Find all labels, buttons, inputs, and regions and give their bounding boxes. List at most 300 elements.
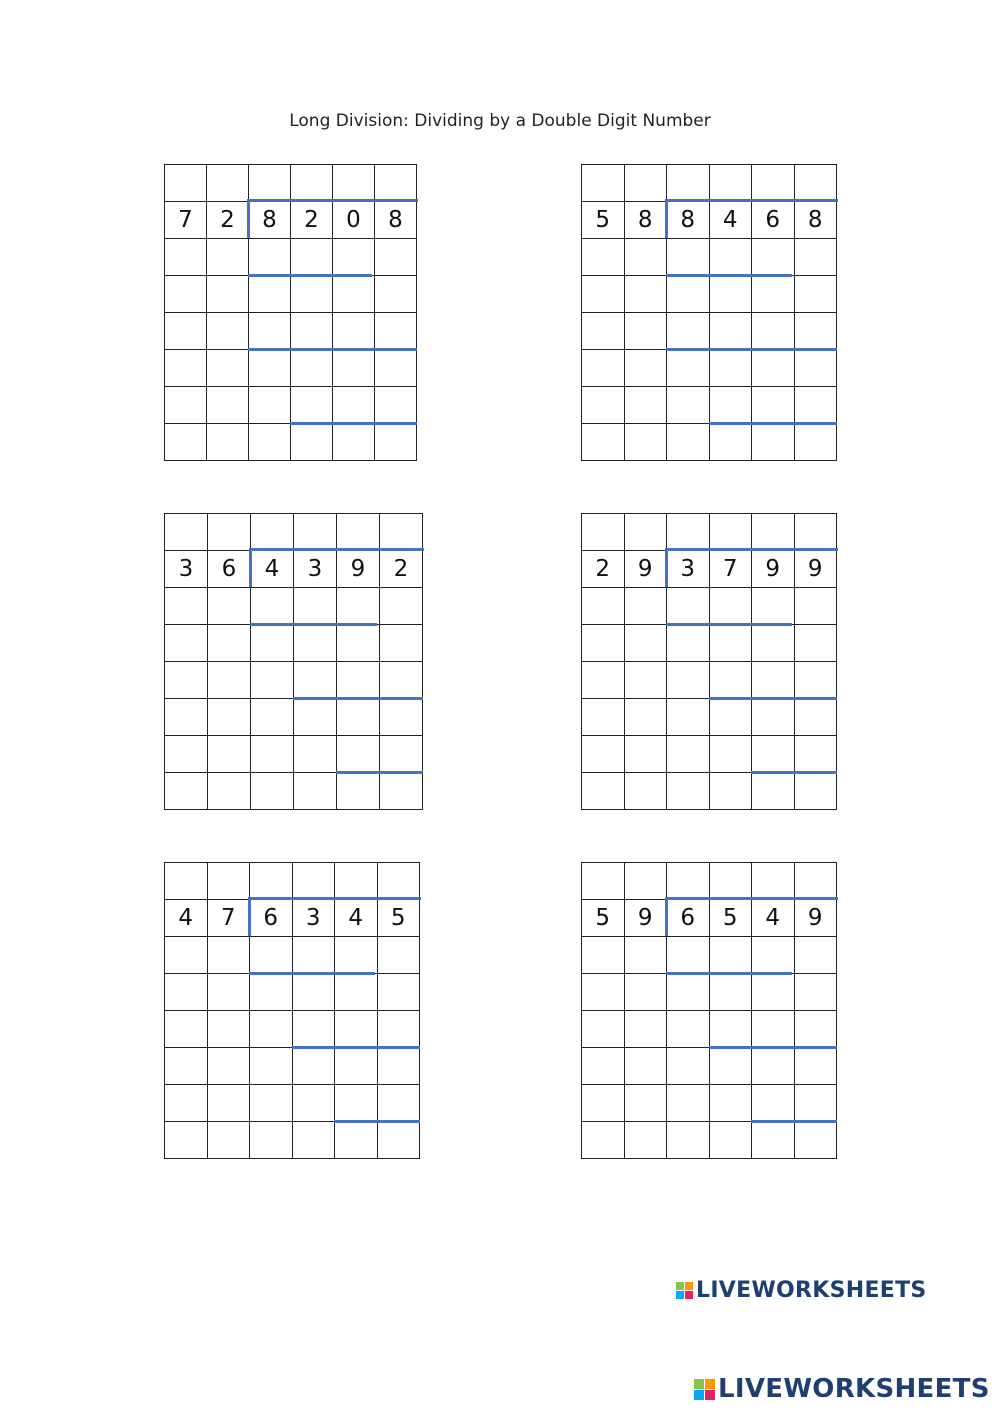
answer-cell[interactable] bbox=[165, 313, 207, 350]
answer-cell[interactable] bbox=[667, 424, 710, 461]
answer-cell[interactable] bbox=[207, 165, 249, 202]
answer-cell[interactable] bbox=[710, 387, 753, 424]
answer-cell[interactable] bbox=[795, 276, 838, 313]
dividend-digit: 6 bbox=[752, 202, 795, 239]
answer-cell[interactable] bbox=[294, 625, 337, 662]
answer-cell[interactable] bbox=[337, 514, 380, 551]
answer-cell[interactable] bbox=[582, 239, 625, 276]
answer-cell[interactable] bbox=[165, 773, 208, 810]
answer-cell[interactable] bbox=[333, 424, 375, 461]
answer-cell[interactable] bbox=[378, 1122, 421, 1159]
answer-cell[interactable] bbox=[378, 1085, 421, 1122]
answer-cell[interactable] bbox=[667, 1048, 710, 1085]
brand-name: LIVEWORKSHEETS bbox=[696, 1278, 927, 1303]
answer-cell[interactable] bbox=[795, 313, 838, 350]
division-bracket-top bbox=[248, 199, 418, 202]
answer-cell[interactable] bbox=[335, 1048, 378, 1085]
answer-cell[interactable] bbox=[375, 276, 417, 313]
answer-cell[interactable] bbox=[752, 165, 795, 202]
answer-cell[interactable] bbox=[165, 625, 208, 662]
answer-cell[interactable] bbox=[625, 276, 668, 313]
answer-cell[interactable] bbox=[165, 165, 207, 202]
answer-cell[interactable] bbox=[582, 773, 625, 810]
division-bracket-top bbox=[666, 548, 838, 551]
answer-cell[interactable] bbox=[293, 937, 336, 974]
subtraction-line bbox=[292, 1046, 421, 1049]
subtraction-line bbox=[248, 274, 372, 277]
answer-cell[interactable] bbox=[333, 313, 375, 350]
answer-cell[interactable] bbox=[752, 625, 795, 662]
answer-cell[interactable] bbox=[667, 165, 710, 202]
answer-cell[interactable] bbox=[625, 625, 668, 662]
answer-cell[interactable] bbox=[250, 937, 293, 974]
division-bracket-side bbox=[665, 548, 668, 587]
answer-cell[interactable] bbox=[710, 625, 753, 662]
answer-cell[interactable] bbox=[795, 588, 838, 625]
answer-cell[interactable] bbox=[165, 1048, 208, 1085]
answer-cell[interactable] bbox=[208, 1122, 251, 1159]
answer-cell[interactable] bbox=[208, 773, 251, 810]
answer-cell[interactable] bbox=[710, 588, 753, 625]
answer-cell[interactable] bbox=[710, 1011, 753, 1048]
answer-cell[interactable] bbox=[250, 1085, 293, 1122]
dividend-digit: 9 bbox=[752, 551, 795, 588]
answer-cell[interactable] bbox=[380, 625, 423, 662]
answer-cell[interactable] bbox=[752, 350, 795, 387]
dividend-digit: 7 bbox=[710, 551, 753, 588]
answer-cell[interactable] bbox=[249, 387, 291, 424]
answer-cell[interactable] bbox=[375, 350, 417, 387]
dividend-digit: 5 bbox=[378, 900, 421, 937]
subtraction-line bbox=[666, 348, 837, 351]
divisor-digit: 8 bbox=[625, 202, 668, 239]
dividend-digit: 4 bbox=[335, 900, 378, 937]
answer-cell[interactable] bbox=[667, 276, 710, 313]
answer-cell[interactable] bbox=[165, 1011, 208, 1048]
answer-cell[interactable] bbox=[795, 514, 838, 551]
division-grid bbox=[164, 862, 420, 1159]
answer-cell[interactable] bbox=[251, 736, 294, 773]
answer-cell[interactable] bbox=[293, 1085, 336, 1122]
answer-cell[interactable] bbox=[710, 773, 753, 810]
answer-cell[interactable] bbox=[335, 937, 378, 974]
answer-cell[interactable] bbox=[582, 625, 625, 662]
answer-cell[interactable] bbox=[251, 625, 294, 662]
answer-cell[interactable] bbox=[710, 1122, 753, 1159]
answer-cell[interactable] bbox=[710, 699, 753, 736]
answer-cell[interactable] bbox=[667, 773, 710, 810]
answer-cell[interactable] bbox=[208, 588, 251, 625]
dividend-digit: 3 bbox=[293, 900, 336, 937]
answer-cell[interactable] bbox=[667, 937, 710, 974]
answer-cell[interactable] bbox=[752, 514, 795, 551]
answer-cell[interactable] bbox=[795, 165, 838, 202]
answer-cell[interactable] bbox=[582, 350, 625, 387]
answer-cell[interactable] bbox=[582, 1085, 625, 1122]
dividend-digit: 2 bbox=[291, 202, 333, 239]
answer-cell[interactable] bbox=[337, 662, 380, 699]
division-bracket-side bbox=[247, 199, 250, 238]
answer-cell[interactable] bbox=[710, 350, 753, 387]
answer-cell[interactable] bbox=[795, 1011, 838, 1048]
answer-cell[interactable] bbox=[795, 937, 838, 974]
answer-cell[interactable] bbox=[795, 387, 838, 424]
answer-cell[interactable] bbox=[165, 387, 207, 424]
answer-cell[interactable] bbox=[710, 424, 753, 461]
answer-cell[interactable] bbox=[378, 863, 421, 900]
answer-cell[interactable] bbox=[710, 165, 753, 202]
answer-cell[interactable] bbox=[795, 1122, 838, 1159]
answer-cell[interactable] bbox=[378, 937, 421, 974]
answer-cell[interactable] bbox=[337, 699, 380, 736]
answer-cell[interactable] bbox=[752, 662, 795, 699]
answer-cell[interactable] bbox=[293, 863, 336, 900]
dividend-digit: 6 bbox=[667, 900, 710, 937]
answer-cell[interactable] bbox=[667, 239, 710, 276]
answer-cell[interactable] bbox=[582, 1122, 625, 1159]
divisor-digit: 7 bbox=[165, 202, 207, 239]
answer-cell[interactable] bbox=[667, 514, 710, 551]
answer-cell[interactable] bbox=[667, 699, 710, 736]
answer-cell[interactable] bbox=[294, 736, 337, 773]
answer-cell[interactable] bbox=[165, 588, 208, 625]
answer-cell[interactable] bbox=[625, 773, 668, 810]
answer-cell[interactable] bbox=[380, 514, 423, 551]
answer-cell[interactable] bbox=[752, 239, 795, 276]
answer-cell[interactable] bbox=[625, 350, 668, 387]
answer-cell[interactable] bbox=[249, 239, 291, 276]
answer-cell[interactable] bbox=[293, 974, 336, 1011]
answer-cell[interactable] bbox=[208, 625, 251, 662]
answer-cell[interactable] bbox=[208, 736, 251, 773]
answer-cell[interactable] bbox=[752, 863, 795, 900]
answer-cell[interactable] bbox=[293, 1122, 336, 1159]
answer-cell[interactable] bbox=[625, 387, 668, 424]
division-bracket-top bbox=[249, 897, 421, 900]
answer-cell[interactable] bbox=[165, 662, 208, 699]
answer-cell[interactable] bbox=[291, 239, 333, 276]
answer-cell[interactable] bbox=[752, 1122, 795, 1159]
answer-cell[interactable] bbox=[625, 662, 668, 699]
answer-cell[interactable] bbox=[333, 350, 375, 387]
answer-cell[interactable] bbox=[667, 1011, 710, 1048]
answer-cell[interactable] bbox=[250, 1011, 293, 1048]
answer-cell[interactable] bbox=[625, 937, 668, 974]
answer-cell[interactable] bbox=[291, 350, 333, 387]
answer-cell[interactable] bbox=[291, 424, 333, 461]
answer-cell[interactable] bbox=[208, 974, 251, 1011]
answer-cell[interactable] bbox=[625, 514, 668, 551]
answer-cell[interactable] bbox=[250, 974, 293, 1011]
answer-cell[interactable] bbox=[251, 773, 294, 810]
answer-cell[interactable] bbox=[582, 863, 625, 900]
dividend-digit: 0 bbox=[333, 202, 375, 239]
answer-cell[interactable] bbox=[165, 736, 208, 773]
answer-cell[interactable] bbox=[251, 662, 294, 699]
answer-cell[interactable] bbox=[625, 1048, 668, 1085]
divisor-digit: 7 bbox=[208, 900, 251, 937]
answer-cell[interactable] bbox=[582, 165, 625, 202]
answer-cell[interactable] bbox=[582, 1048, 625, 1085]
answer-cell[interactable] bbox=[752, 276, 795, 313]
answer-cell[interactable] bbox=[625, 165, 668, 202]
divisor-digit: 5 bbox=[582, 202, 625, 239]
answer-cell[interactable] bbox=[582, 424, 625, 461]
answer-cell[interactable] bbox=[333, 276, 375, 313]
answer-cell[interactable] bbox=[378, 974, 421, 1011]
answer-cell[interactable] bbox=[291, 276, 333, 313]
answer-cell[interactable] bbox=[291, 387, 333, 424]
answer-cell[interactable] bbox=[249, 276, 291, 313]
answer-cell[interactable] bbox=[625, 239, 668, 276]
answer-cell[interactable] bbox=[375, 313, 417, 350]
answer-cell[interactable] bbox=[335, 974, 378, 1011]
division-bracket-top bbox=[666, 199, 838, 202]
answer-cell[interactable] bbox=[582, 974, 625, 1011]
answer-cell[interactable] bbox=[667, 662, 710, 699]
answer-cell[interactable] bbox=[165, 514, 208, 551]
answer-cell[interactable] bbox=[375, 239, 417, 276]
answer-cell[interactable] bbox=[710, 974, 753, 1011]
answer-cell[interactable] bbox=[208, 863, 251, 900]
answer-cell[interactable] bbox=[710, 514, 753, 551]
answer-cell[interactable] bbox=[667, 974, 710, 1011]
answer-cell[interactable] bbox=[333, 387, 375, 424]
answer-cell[interactable] bbox=[625, 588, 668, 625]
answer-cell[interactable] bbox=[795, 736, 838, 773]
answer-cell[interactable] bbox=[165, 350, 207, 387]
answer-cell[interactable] bbox=[251, 699, 294, 736]
answer-cell[interactable] bbox=[752, 736, 795, 773]
subtraction-line bbox=[709, 422, 838, 425]
answer-cell[interactable] bbox=[165, 424, 207, 461]
subtraction-line bbox=[709, 1046, 838, 1049]
answer-cell[interactable] bbox=[165, 863, 208, 900]
answer-cell[interactable] bbox=[375, 387, 417, 424]
answer-cell[interactable] bbox=[582, 937, 625, 974]
answer-cell[interactable] bbox=[208, 1048, 251, 1085]
answer-cell[interactable] bbox=[752, 1011, 795, 1048]
answer-cell[interactable] bbox=[667, 1122, 710, 1159]
answer-cell[interactable] bbox=[249, 350, 291, 387]
answer-cell[interactable] bbox=[752, 424, 795, 461]
answer-cell[interactable] bbox=[710, 313, 753, 350]
answer-cell[interactable] bbox=[752, 1048, 795, 1085]
answer-cell[interactable] bbox=[582, 514, 625, 551]
division-problem bbox=[581, 513, 838, 811]
answer-cell[interactable] bbox=[335, 1122, 378, 1159]
answer-cell[interactable] bbox=[333, 165, 375, 202]
answer-cell[interactable] bbox=[337, 588, 380, 625]
answer-cell[interactable] bbox=[582, 736, 625, 773]
answer-cell[interactable] bbox=[250, 1122, 293, 1159]
dividend-digit: 8 bbox=[375, 202, 417, 239]
answer-cell[interactable] bbox=[294, 662, 337, 699]
answer-cell[interactable] bbox=[335, 1085, 378, 1122]
answer-cell[interactable] bbox=[207, 313, 249, 350]
answer-cell[interactable] bbox=[165, 239, 207, 276]
division-grid bbox=[581, 513, 837, 810]
subtraction-line bbox=[248, 348, 417, 351]
answer-cell[interactable] bbox=[375, 424, 417, 461]
answer-cell[interactable] bbox=[207, 350, 249, 387]
answer-cell[interactable] bbox=[378, 1011, 421, 1048]
answer-cell[interactable] bbox=[337, 736, 380, 773]
answer-cell[interactable] bbox=[293, 1011, 336, 1048]
answer-cell[interactable] bbox=[582, 387, 625, 424]
answer-cell[interactable] bbox=[250, 1048, 293, 1085]
answer-cell[interactable] bbox=[582, 662, 625, 699]
answer-cell[interactable] bbox=[667, 863, 710, 900]
answer-cell[interactable] bbox=[710, 1048, 753, 1085]
answer-cell[interactable] bbox=[337, 773, 380, 810]
answer-cell[interactable] bbox=[582, 313, 625, 350]
answer-cell[interactable] bbox=[795, 699, 838, 736]
division-grid bbox=[164, 164, 417, 461]
answer-cell[interactable] bbox=[375, 165, 417, 202]
answer-cell[interactable] bbox=[380, 588, 423, 625]
answer-cell[interactable] bbox=[667, 588, 710, 625]
answer-cell[interactable] bbox=[667, 313, 710, 350]
answer-cell[interactable] bbox=[625, 424, 668, 461]
answer-cell[interactable] bbox=[208, 1011, 251, 1048]
answer-cell[interactable] bbox=[710, 276, 753, 313]
answer-cell[interactable] bbox=[208, 699, 251, 736]
answer-cell[interactable] bbox=[667, 387, 710, 424]
answer-cell[interactable] bbox=[582, 276, 625, 313]
answer-cell[interactable] bbox=[207, 424, 249, 461]
answer-cell[interactable] bbox=[625, 1085, 668, 1122]
answer-cell[interactable] bbox=[165, 937, 208, 974]
answer-cell[interactable] bbox=[710, 662, 753, 699]
answer-cell[interactable] bbox=[165, 1085, 208, 1122]
answer-cell[interactable] bbox=[625, 736, 668, 773]
answer-cell[interactable] bbox=[795, 424, 838, 461]
answer-cell[interactable] bbox=[752, 1085, 795, 1122]
answer-cell[interactable] bbox=[380, 736, 423, 773]
brand-name: LIVEWORKSHEETS bbox=[718, 1374, 990, 1404]
answer-cell[interactable] bbox=[251, 588, 294, 625]
dividend-digit: 8 bbox=[667, 202, 710, 239]
dividend-digit: 4 bbox=[251, 551, 294, 588]
answer-cell[interactable] bbox=[752, 387, 795, 424]
answer-cell[interactable] bbox=[795, 863, 838, 900]
answer-cell[interactable] bbox=[710, 239, 753, 276]
answer-cell[interactable] bbox=[582, 1011, 625, 1048]
divisor-digit: 6 bbox=[208, 551, 251, 588]
answer-cell[interactable] bbox=[165, 974, 208, 1011]
dividend-digit: 4 bbox=[710, 202, 753, 239]
answer-cell[interactable] bbox=[333, 239, 375, 276]
answer-cell[interactable] bbox=[667, 625, 710, 662]
answer-cell[interactable] bbox=[208, 514, 251, 551]
answer-cell[interactable] bbox=[337, 625, 380, 662]
answer-cell[interactable] bbox=[752, 699, 795, 736]
answer-cell[interactable] bbox=[752, 974, 795, 1011]
answer-cell[interactable] bbox=[710, 1085, 753, 1122]
answer-cell[interactable] bbox=[795, 974, 838, 1011]
answer-cell[interactable] bbox=[625, 863, 668, 900]
answer-cell[interactable] bbox=[291, 165, 333, 202]
answer-cell[interactable] bbox=[378, 1048, 421, 1085]
answer-cell[interactable] bbox=[582, 699, 625, 736]
answer-cell[interactable] bbox=[294, 773, 337, 810]
answer-cell[interactable] bbox=[752, 313, 795, 350]
division-bracket-side bbox=[249, 548, 252, 587]
answer-cell[interactable] bbox=[667, 736, 710, 773]
answer-cell[interactable] bbox=[625, 974, 668, 1011]
answer-cell[interactable] bbox=[165, 1122, 208, 1159]
dividend-digit: 8 bbox=[795, 202, 838, 239]
divisor-digit: 2 bbox=[207, 202, 249, 239]
answer-cell[interactable] bbox=[795, 625, 838, 662]
answer-cell[interactable] bbox=[294, 699, 337, 736]
answer-cell[interactable] bbox=[380, 773, 423, 810]
division-grid bbox=[164, 513, 423, 810]
answer-cell[interactable] bbox=[208, 937, 251, 974]
answer-cell[interactable] bbox=[795, 239, 838, 276]
answer-cell[interactable] bbox=[752, 588, 795, 625]
answer-cell[interactable] bbox=[625, 1122, 668, 1159]
answer-cell[interactable] bbox=[667, 350, 710, 387]
answer-cell[interactable] bbox=[249, 424, 291, 461]
answer-cell[interactable] bbox=[752, 773, 795, 810]
answer-cell[interactable] bbox=[710, 863, 753, 900]
answer-cell[interactable] bbox=[335, 863, 378, 900]
answer-cell[interactable] bbox=[795, 350, 838, 387]
answer-cell[interactable] bbox=[380, 662, 423, 699]
subtraction-line bbox=[751, 1120, 837, 1123]
answer-cell[interactable] bbox=[208, 1085, 251, 1122]
division-problem bbox=[164, 513, 424, 811]
answer-cell[interactable] bbox=[291, 313, 333, 350]
answer-cell[interactable] bbox=[795, 1085, 838, 1122]
answer-cell[interactable] bbox=[795, 1048, 838, 1085]
answer-cell[interactable] bbox=[294, 514, 337, 551]
subtraction-line bbox=[290, 422, 417, 425]
answer-cell[interactable] bbox=[207, 239, 249, 276]
answer-cell[interactable] bbox=[667, 1085, 710, 1122]
division-bracket-side bbox=[665, 199, 668, 238]
answer-cell[interactable] bbox=[625, 699, 668, 736]
answer-cell[interactable] bbox=[250, 863, 293, 900]
answer-cell[interactable] bbox=[207, 387, 249, 424]
answer-cell[interactable] bbox=[335, 1011, 378, 1048]
division-problem bbox=[581, 862, 838, 1160]
answer-cell[interactable] bbox=[625, 1011, 668, 1048]
divisor-digit: 5 bbox=[582, 900, 625, 937]
subtraction-line bbox=[250, 623, 377, 626]
answer-cell[interactable] bbox=[380, 699, 423, 736]
answer-cell[interactable] bbox=[251, 514, 294, 551]
subtraction-line bbox=[666, 623, 792, 626]
answer-cell[interactable] bbox=[795, 662, 838, 699]
answer-cell[interactable] bbox=[165, 699, 208, 736]
answer-cell[interactable] bbox=[752, 937, 795, 974]
answer-cell[interactable] bbox=[795, 773, 838, 810]
answer-cell[interactable] bbox=[165, 276, 207, 313]
answer-cell[interactable] bbox=[207, 276, 249, 313]
answer-cell[interactable] bbox=[710, 736, 753, 773]
answer-cell[interactable] bbox=[625, 313, 668, 350]
answer-cell[interactable] bbox=[208, 662, 251, 699]
answer-cell[interactable] bbox=[249, 313, 291, 350]
answer-cell[interactable] bbox=[710, 937, 753, 974]
answer-cell[interactable] bbox=[293, 1048, 336, 1085]
answer-cell[interactable] bbox=[249, 165, 291, 202]
answer-cell[interactable] bbox=[294, 588, 337, 625]
answer-cell[interactable] bbox=[582, 588, 625, 625]
